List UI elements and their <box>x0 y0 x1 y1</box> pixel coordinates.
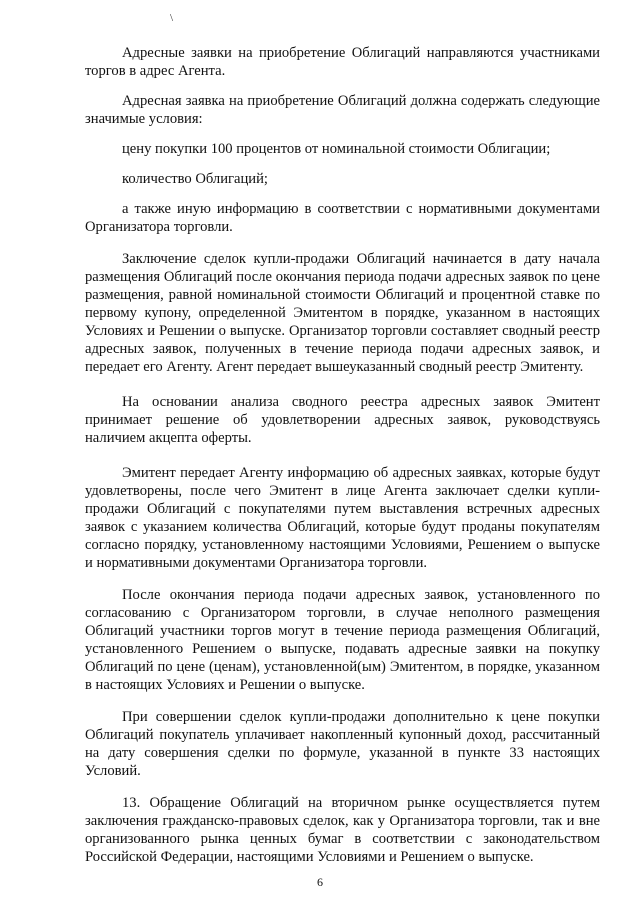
page-number: 6 <box>317 875 323 889</box>
paragraph-coupon-income: При совершении сделок купли-продажи дополнительно к цене покупки Облигаций покупатель уплачивает накопленный купонный доход, рассчитанный на дату совершения сделки по формуле, указанной в пункте 33 настоящих Условий. <box>85 709 600 779</box>
paragraph-deal-conclusion: Заключение сделок купли-продажи Облигаций начинается в дату начала размещения Облигаций после окончания периода подачи адресных заявок по цене размещения, равной номинальной стоимости Облигаций и процентной ставке по первому купону, определенной Эмитентом в порядке, указанном в настоящих Условиях и Решении о выпуске. Организатор торговли составляет сводный реестр адресных заявок, полученных в течение периода подачи адресных заявок, и передает его Агенту. Агент передает вышеуказанный сводный реестр Эмитенту. <box>85 251 600 375</box>
document-body <box>85 44 600 866</box>
paragraph-application-content: Адресная заявка на приобретение Облигаций должна содержать следующие значимые условия: <box>85 93 600 127</box>
paragraph-condition-other: а также иную информацию в соответствии с нормативными документами Организатора торговли. <box>85 201 600 235</box>
paragraph-incomplete-placement: После окончания периода подачи адресных заявок, установленного по согласованию с Организатором торговли, в случае неполного размещения Облигаций участники торгов могут в течение периода размещения Облигаций, установленного Решением о выпуске, подавать адресные заявки на покупку Облигаций по цене (ценам), установленной(ым) Эмитентом, в порядке, указанном в настоящих Условиях и Решении о выпуске. <box>85 587 600 693</box>
paragraph-register-analysis: На основании анализа сводного реестра адресных заявок Эмитент принимает решение об удовлетворении адресных заявок, руководствуясь наличием акцепта оферты. <box>85 394 600 446</box>
paragraph-issuer-transfers: Эмитент передает Агенту информацию об адресных заявках, которые будут удовлетворены, после чего Эмитент в лице Агента заключает сделки купли-продажи Облигаций с покупателями путем выставления встречных адресных заявок с указанием количества Облигаций, которые будут проданы покупателям согласно порядку, установленному настоящими Условиями, Решением о выпуске и нормативными документами Организатора торговли. <box>85 465 600 571</box>
paragraph-secondary-market: 13. Обращение Облигаций на вторичном рынке осуществляется путем заключения гражданско-правовых сделок, как у Организатора торговли, так и вне организованного рынка ценных бумаг в соответствии с законодательством Российской Федерации, настоящими Условиями и Решением о выпуске. <box>85 795 600 865</box>
paragraph-applications-sent: Адресные заявки на приобретение Облигаций направляются участниками торгов в адрес Агента. <box>85 45 600 79</box>
paragraph-condition-price: цену покупки 100 процентов от номинальной стоимости Облигации; <box>122 141 551 157</box>
paragraph-condition-quantity: количество Облигаций; <box>122 171 268 187</box>
scan-mark: \ <box>170 12 174 24</box>
